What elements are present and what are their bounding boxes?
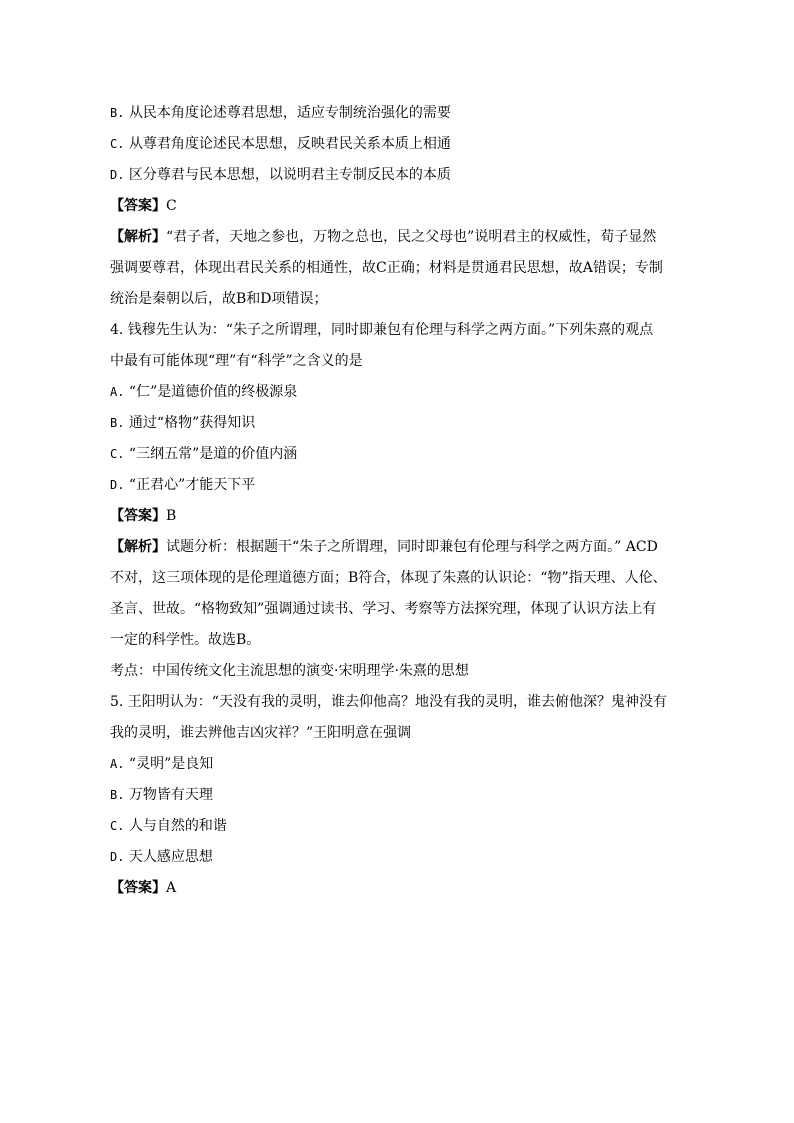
q5-option-a: A. “灵明”是良知 (110, 756, 214, 772)
q5-option-b: B. 万物皆有天理 (110, 787, 213, 803)
q4-kaodian: 考点：中国传统文化主流思想的演变·宋明理学·朱熹的思想 (110, 663, 469, 679)
q3-option-c: C. 从尊君角度论述民本思想，反映君民关系本质上相通 (110, 136, 451, 152)
document-page (110, 98, 685, 904)
q5-stem-line-1: 5. 王阳明认为：“天没有我的灵明，谁去仰他高？地没有我的灵明，谁去俯他深？鬼神没有 (110, 694, 667, 710)
q3-analysis-line-3: 统治是秦朝以后，故B和D项错误； (110, 291, 328, 307)
q5-option-d: D. 天人感应思想 (110, 849, 213, 865)
q4-stem-line-2: 中最有可能体现“理”有“科学”之含义的是 (110, 353, 363, 369)
q5-answer: 【答案】A (110, 880, 177, 896)
q5-stem-line-2: 我的灵明，谁去辨他吉凶灾祥？”王阳明意在强调 (110, 725, 412, 741)
q4-answer: 【答案】B (110, 508, 177, 524)
q4-stem-line-1: 4. 钱穆先生认为：“朱子之所谓理，同时即兼包有伦理与科学之两方面。”下列朱熹的观点 (110, 322, 654, 338)
q3-answer: 【答案】C (110, 198, 177, 214)
q4-analysis-line-4: 一定的科学性。故选B。 (110, 632, 261, 648)
q4-option-d: D. “正君心”才能天下平 (110, 477, 256, 493)
q3-option-b: B. 从民本角度论述尊君思想，适应专制统治强化的需要 (110, 105, 451, 121)
q3-analysis-line-1: 【解析】“君子者，天地之参也，万物之总也，民之父母也”说明君主的权威性，荀子显然 (110, 229, 657, 245)
q3-option-d: D. 区分尊君与民本思想，以说明君主专制反民本的本质 (110, 167, 451, 183)
q3-analysis-line-2: 强调要尊君，体现出君民关系的相通性，故C正确；材料是贯通君民思想，故A错误；专制 (110, 260, 663, 276)
q4-analysis-line-1: 【解析】试题分析：根据题干“朱子之所谓理，同时即兼包有伦理与科学之两方面。” ACD (110, 539, 658, 555)
q4-analysis-line-2: 不对，这三项体现的是伦理道德方面；B符合，体现了朱熹的认识论：“物”指天理、人伦、 (110, 570, 667, 586)
q4-option-b: B. 通过“格物”获得知识 (110, 415, 256, 431)
q4-option-a: A. “仁”是道德价值的终极源泉 (110, 384, 298, 400)
q4-option-c: C. “三纲五常”是道的价值内涵 (110, 446, 298, 462)
q4-analysis-line-3: 圣言、世故。“格物致知”强调通过读书、学习、考察等方法探究理，体现了认识方法上有 (110, 601, 657, 617)
q5-option-c: C. 人与自然的和谐 (110, 818, 227, 834)
